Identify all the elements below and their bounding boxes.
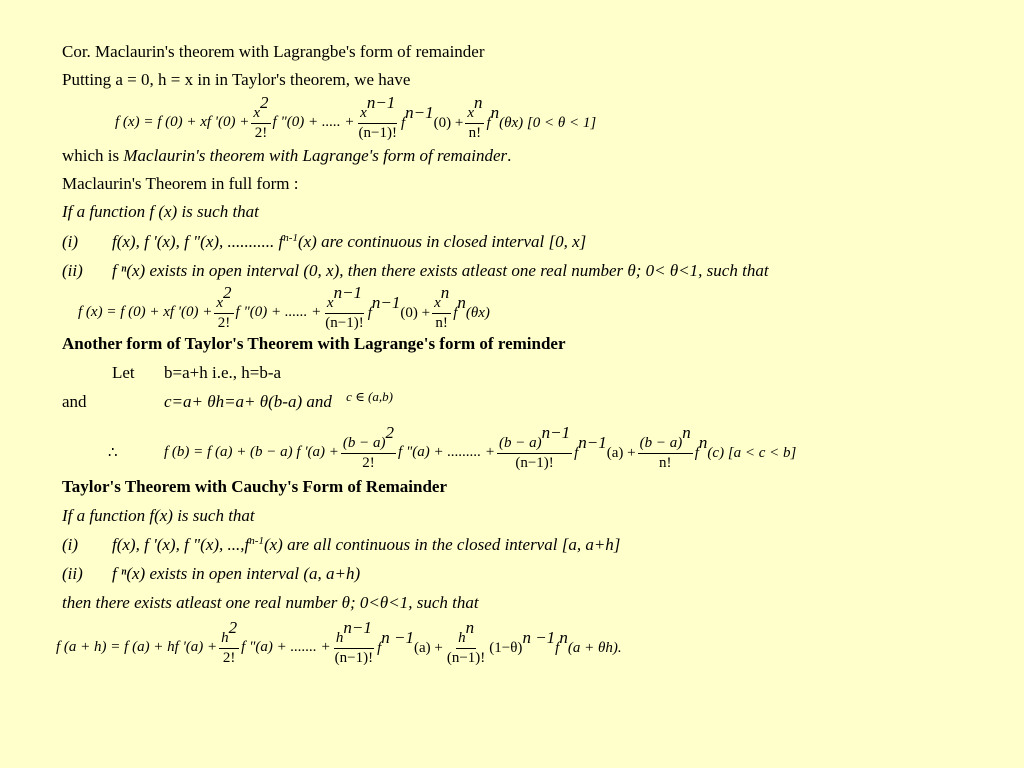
cauchy-condition-2-label: (ii)	[62, 564, 83, 583]
which-suffix: .	[507, 146, 512, 165]
f4-termn-mid: (1−θ)n −1	[489, 628, 556, 656]
another-form-heading: Another form of Taylor's Theorem with Lagrange's form of reminder	[62, 334, 566, 353]
f3-termn-f: fn(c) [a < c < b]	[694, 433, 797, 461]
f1-lhs: f (x) = f (0) + xf '(0) +	[115, 113, 250, 130]
f1-termn1-fraction: $\frac{xn-1}{(n-1)!}$	[358, 92, 397, 141]
formula-maclaurin-full	[78, 284, 490, 340]
heading-maclaurin-lagrange: Cor. Maclaurin's theorem with Lagrangbe's form of remainder	[62, 42, 485, 61]
f2-termn-fraction: $\frac{xn}{n!}$	[434, 282, 450, 331]
f4-term2-fraction: $\frac{h2}{2!}$	[221, 617, 238, 666]
f1-term2-fraction: $\frac{x2}{2!}$	[253, 92, 269, 141]
formula-taylor-lagrange	[108, 424, 796, 480]
cauchy-heading: Taylor's Theorem with Cauchy's Form of Remainder	[62, 477, 448, 496]
and-text: c=a+ θh=a+ θ(b-a) and	[164, 392, 332, 411]
which-is-line	[62, 146, 511, 166]
f2-termn1-f: fn−1(0) +	[367, 293, 431, 321]
let-text: b=a+h i.e., h=b-a	[164, 363, 282, 382]
f3-termn1-fraction: $\frac{(b - a)n-1}{(n-1)!}$	[499, 422, 571, 471]
cauchy-condition-1	[62, 535, 620, 557]
cauchy-condition-1-text-b: (x) are all continuous in the closed interval [a, a+h]	[263, 535, 621, 554]
full-form-heading: Maclaurin's Theorem in full form :	[62, 174, 299, 193]
condition-1	[62, 232, 586, 254]
f3-lhs: f (b) = f (a) + (b − a) f '(a) +	[164, 443, 339, 460]
condition-1-text-a: f(x), f '(x), f "(x), ........... f	[112, 232, 284, 251]
f2-termn-f: fn(θx)	[453, 293, 490, 321]
f4-lhs: f (a + h) = f (a) + hf '(a) +	[56, 638, 218, 655]
putting-text: Putting a = 0, h = x in in Taylor's theorem, we have	[62, 70, 411, 89]
f4-termn-f: fn(a + θh).	[555, 628, 622, 656]
f1-termn-f: fn(θx) [0 < θ < 1]	[486, 103, 597, 131]
let-label: Let	[112, 363, 135, 382]
f1-term2-tail: f "(0) + ..... +	[272, 113, 355, 130]
f3-termn-fraction: $\frac{(b - a)n}{n!}$	[639, 422, 691, 471]
cauchy-condition-1-label: (i)	[62, 535, 79, 554]
f2-termn1-fraction: $\frac{xn-1}{(n-1)!}$	[325, 282, 364, 331]
then-exists-line: then there exists atleast one real number θ; 0<θ<1, such that	[62, 593, 479, 612]
if-function-2: If a function f(x) is such that	[62, 506, 255, 525]
cauchy-condition-2-text: f ⁿ(x) exists in open interval (a, a+h)	[112, 564, 361, 583]
and-label: and	[62, 392, 87, 411]
therefore-symbol: ∴	[108, 444, 118, 461]
which-italic: Maclaurin's theorem with Lagrange's form of remainder	[123, 146, 508, 165]
condition-2-label: (ii)	[62, 261, 83, 280]
f1-termn1-f: fn−1(0) +	[400, 103, 464, 131]
condition-1-sup: n-1	[283, 232, 298, 244]
f4-termn-fraction: $\frac{hn}{(n-1)!}$	[446, 617, 486, 666]
f2-lhs: f (x) = f (0) + xf '(0) +	[78, 303, 213, 320]
f3-termn1-f: fn−1(a) +	[574, 433, 636, 461]
f4-termn1-fraction: $\frac{hn-1}{(n-1)!}$	[334, 617, 374, 666]
and-formula: c ∈ (a,b)	[346, 389, 393, 404]
if-function-1: If a function f (x) is such that	[62, 202, 259, 221]
f2-term2-fraction: $\frac{x2}{2!}$	[216, 282, 232, 331]
f3-term2-fraction: $\frac{(b - a)2}{2!}$	[342, 422, 395, 471]
cauchy-condition-2	[62, 564, 360, 584]
condition-1-text-b: (x) are continuous in closed interval [0, x]	[297, 232, 587, 251]
f3-term2-tail: f "(a) + ......... +	[398, 443, 495, 460]
cauchy-condition-1-text-a: f(x), f '(x), f "(x), ...,f	[112, 535, 250, 554]
formula-maclaurin-lagrange	[115, 94, 596, 150]
which-prefix: which is	[62, 146, 120, 165]
formula-taylor-cauchy	[56, 618, 622, 676]
f2-term2-tail: f "(0) + ...... +	[235, 303, 322, 320]
and-line	[62, 389, 393, 413]
condition-1-label: (i)	[62, 232, 79, 251]
condition-2	[62, 261, 769, 281]
f1-termn-fraction: $\frac{xn}{n!}$	[467, 92, 483, 141]
condition-2-text: f ⁿ(x) exists in open interval (0, x), then there exists atleast one real number θ; 0< θ<1, such that	[112, 261, 769, 280]
cauchy-condition-1-sup: n-1	[249, 535, 264, 547]
f4-termn1-f: fn −1(a) +	[377, 628, 443, 656]
f4-term2-tail: f "(a) + ....... +	[241, 638, 331, 655]
let-line	[62, 363, 281, 383]
